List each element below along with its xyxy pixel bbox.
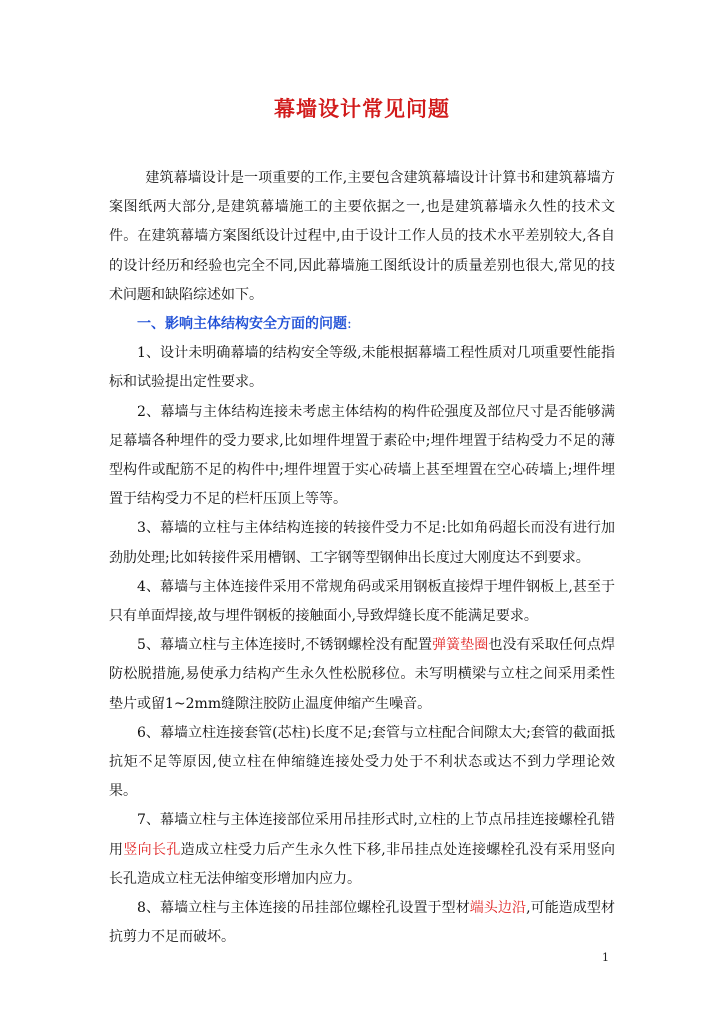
list-item-5-text-a: 5、幕墙立柱与主体连接时,不锈钢螺栓没有配置 (137, 637, 433, 654)
section-heading-text: 一、影响主体结构安全方面的问题 (137, 316, 347, 333)
list-item-1: 1、设计未明确幕墙的结构安全等级,未能根据幕墙工程性质对几项重要性能指标和试验提出定性要求。 (109, 345, 615, 391)
list-item-8-text-a: 8、幕墙立柱与主体连接的吊挂部位螺栓孔设置于型材 (137, 900, 470, 917)
section-heading (109, 310, 615, 339)
list-item-3: 3、幕墙的立柱与主体结构连接的转接件受力不足:比如角码超长而没有进行加劲肋处理;比如转接件采用槽钢、工字钢等型钢伸出长度过大刚度达不到要求。 (109, 520, 615, 566)
list-item-7-text-b: 造成立柱受力后产生永久性下移,非吊挂点处连接螺栓孔没有采用竖向长孔造成立柱无法伸缩变形增加内应力。 (109, 841, 616, 887)
list-item-7 (109, 806, 615, 894)
section-heading-colon: : (347, 316, 352, 333)
list-item-4: 4、幕墙与主体连接件采用不常规角码或采用钢板直接焊于埋件钢板上,甚至于只有单面焊接,故与埋件钢板的接触面小,导致焊缝长度不能满足要求。 (109, 578, 615, 625)
highlight-spring-washer: 弹簧垫圈 (432, 637, 489, 654)
list-item-2: 2、幕墙与主体结构连接未考虑主体结构的构件砼强度及部位尺寸是否能够满足幕墙各种埋件的受力要求,比如埋件埋置于素砼中;埋件埋置于结构受力不足的薄型构件或配筋不足的构件中;埋件埋置于实心砖墙上甚至埋置在空心砖墙上;埋件埋置于结构受力不足的栏杆压顶上等等。 (109, 403, 615, 508)
list-item-5-text-b: 也没有采取任何点焊防松脱措施,易使承力结构产生永久性松脱移位。未写明横梁与立柱之间采用柔性垫片或留1~2mm缝隙注胶防止温度伸缩产生噪音。 (109, 637, 616, 712)
list-item-8-text-b: ,可能造成型材抗剪力不足而破坏。 (109, 900, 616, 946)
list-item-6: 6、幕墙立柱连接套管(芯柱)长度不足;套管与立柱配合间隙太大;套管的截面抵抗矩不足等原因,使立柱在伸缩缝连接处受力处于不利状态或达不到力学理论效果。 (109, 724, 615, 800)
list-item-8 (109, 894, 615, 952)
highlight-vertical-slot: 竖向长孔 (123, 841, 181, 858)
list-item-5 (109, 631, 615, 719)
list-item-7-text-a: 7、幕墙立柱与主体连接部位采用吊挂形式时,立柱的上节点吊挂连接螺栓孔错用 (109, 812, 615, 858)
document-title: 幕墙设计常见问题 (274, 96, 450, 121)
intro-paragraph: 建筑幕墙设计是一项重要的工作,主要包含建筑幕墙设计计算书和建筑幕墙方案图纸两大部分,是建筑幕墙施工的主要依据之一,也是建筑幕墙永久性的技术文件。在建筑幕墙方案图纸设计过程中,由于设计工作人员的技术水平差别较大,各自的设计经历和经验也完全不同,因此幕墙施工图纸设计的质量差别也很大,常见的技术问题和缺陷综述如下。 (109, 170, 615, 303)
highlight-end-edge: 端头边沿 (469, 900, 527, 917)
document-body (109, 164, 615, 952)
page-number: 1 (602, 951, 609, 964)
